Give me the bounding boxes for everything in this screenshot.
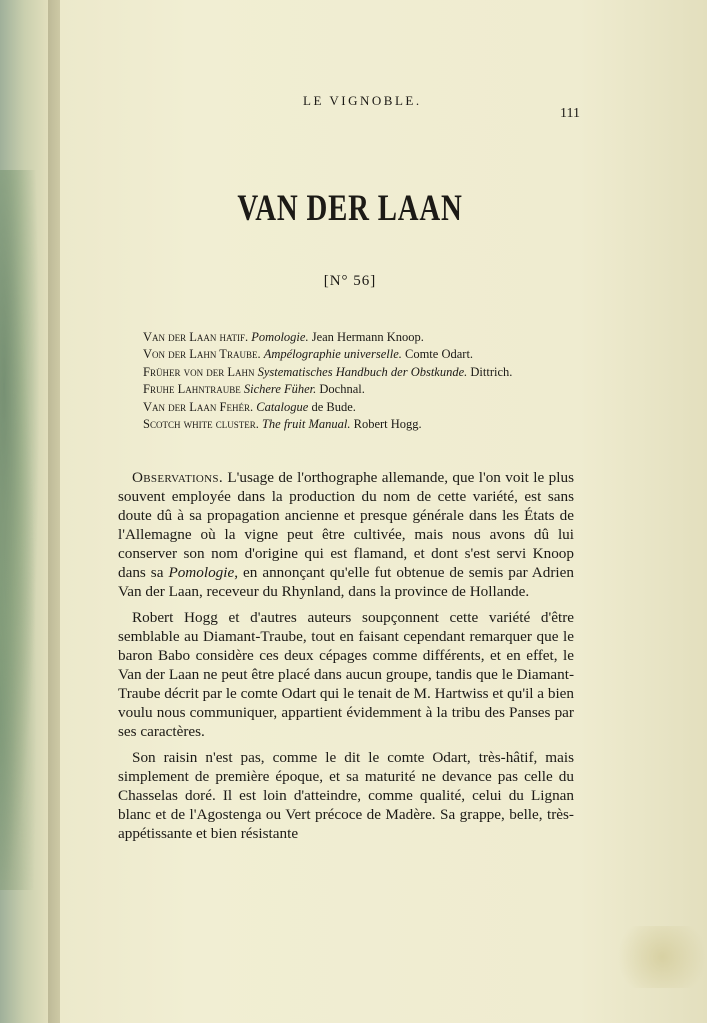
synonym-author: Robert Hogg. bbox=[353, 417, 422, 432]
page-stain bbox=[607, 926, 707, 988]
synonym-name: Van der Laan hatif. bbox=[143, 330, 249, 344]
page-title: VAN DER LAAN bbox=[237, 188, 463, 229]
synonym-author: Dittrich. bbox=[470, 364, 513, 379]
synonym-work: The fruit Manual. bbox=[261, 417, 351, 432]
synonym-name: Fruhe Lahntraube bbox=[143, 382, 241, 397]
paragraph-observations bbox=[118, 468, 574, 601]
facing-page-illustration bbox=[0, 170, 40, 890]
paragraph-italic: Pomologie bbox=[168, 564, 235, 581]
synonym-name: Von der Lahn Traube. bbox=[143, 347, 261, 362]
observations-lead: Observations. bbox=[132, 469, 223, 486]
synonym-author: de Bude. bbox=[311, 399, 356, 414]
synonym-author: Dochnal. bbox=[319, 382, 365, 397]
paragraph-text: L'usage de l'orthographe allemande, que l'on voit le plus souvent employée dans la production du nom de cette variété, est sans doute dû à sa propagation ancienne et presque générale dans les États de l'Allemagne où la vigne peut être cultivée, mais nous avons dû lui conserver son nom d'origine qui est flamand, et dont s'est servi Knoop dans sa bbox=[118, 469, 574, 581]
paragraph: Robert Hogg et d'autres auteurs soupçonnent cette variété d'être semblable au Diamant-Traube, tout en faisant cependant remarquer que le baron Babo considère ces deux cépages comme différents, et en effet, le Van der Laan ne peut être placé dans aucun groupe, tandis que le Diamant-Traube décrit par le comte Odart qui le tenait de M. Hartwiss et qu'il a bien voulu nous communiquer, appartient évidemment à la tribu des Panses par ses caractères. bbox=[118, 609, 574, 740]
page-number: 111 bbox=[560, 106, 580, 121]
variety-number: [N° 56] bbox=[323, 273, 377, 289]
synonym-entry bbox=[143, 399, 613, 416]
synonym-name: Früher von der Lahn bbox=[143, 364, 255, 379]
paragraph: Son raisin n'est pas, comme le dit le comte Odart, très-hâtif, mais simplement de première époque, et sa maturité ne devance pas celle du Chasselas doré. Il est loin d'atteindre, comme qualité, celui du Lignan blanc et de l'Agostenga ou Vert précoce de Madère. Sa grappe, belle, très-appétissante et bien résistante bbox=[118, 749, 574, 842]
synonym-list bbox=[143, 329, 613, 433]
synonym-work: Sichere Füher. bbox=[243, 382, 317, 397]
synonym-work: Ampélographie universelle. bbox=[263, 347, 402, 362]
synonym-name: Scotch white cluster. bbox=[143, 417, 259, 432]
synonym-author: Jean Hermann Knoop. bbox=[311, 330, 424, 344]
synonym-entry bbox=[143, 381, 613, 398]
body-text bbox=[118, 468, 574, 850]
synonym-entry bbox=[143, 346, 613, 363]
synonym-entry bbox=[143, 416, 613, 433]
synonym-work: Systematisches Handbuch der Obstkunde. bbox=[257, 364, 468, 379]
synonym-entry bbox=[143, 329, 613, 346]
synonym-entry bbox=[143, 364, 613, 381]
synonym-work: Catalogue bbox=[256, 399, 309, 414]
running-head: LE VIGNOBLE. bbox=[303, 93, 422, 108]
synonym-work: Pomologie. bbox=[251, 330, 309, 344]
book-page bbox=[60, 0, 707, 1023]
paragraph-text: , en annonçant qu'elle fut obtenue de semis par Adrien Van der Laan, receveur du Rhynland, dans la province de Hollande. bbox=[118, 564, 574, 600]
synonym-name: Van der Laan Fehér. bbox=[143, 399, 254, 414]
synonym-author: Comte Odart. bbox=[405, 347, 474, 362]
